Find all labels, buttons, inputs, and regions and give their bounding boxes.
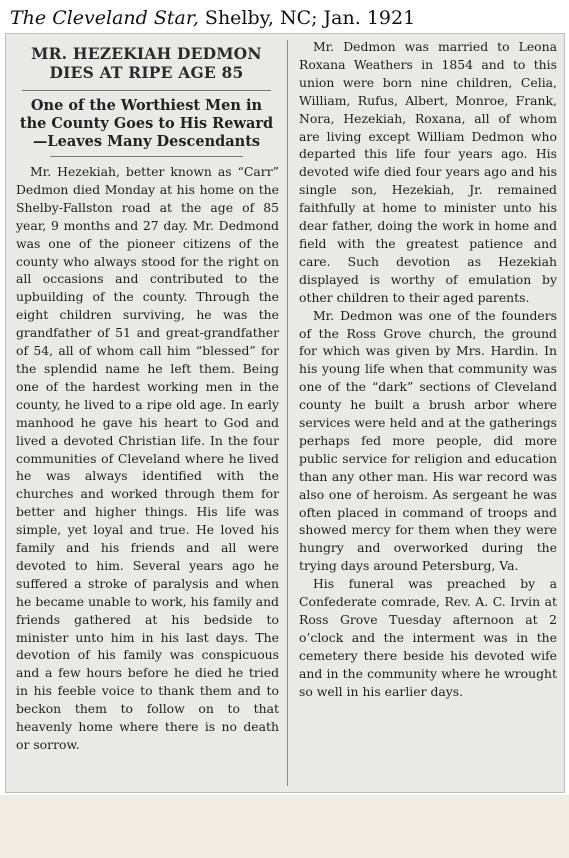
source-caption — [10, 4, 415, 32]
newspaper-name: The Cleveland Star, — [10, 7, 199, 29]
paragraph: Mr. Hezekiah, better known as “Carr” Dedmon died Monday at his home on the Shelby-Fallston road at the age of 85 year, 9 months and 27 day. Mr. Dedmond was one of the pioneer citizens of the county who always stood for the right on all occasions and contributed to the upbuilding of the county. Through the eight children surviving, he was the grandfather of 51 and great-grandfather of 54, all of whom call him “blessed” for the splendid name he left them. Being one of the hardest working men in the county, he lived to a ripe old age. In early manhood he gave his heart to God and lived a devoted Christian life. In the four communities of Cleveland where he lived he was always identified with the churches and worked through them for better and higher things. His life was simple, yet loyal and true. He loved his family and his friends and all were devoted to him. Several years ago he suffered a stroke of paralysis and when he became unable to work, his family and friends gathered at his bedside to minister unto him in his last days. The devotion of his family was conspicuous and a few hours before he died he tried in his feeble voice to thank them and to beckon them to follow on to that heavenly home where there is no death or sorrow. — [16, 164, 279, 752]
left-column — [10, 34, 283, 792]
source-details: Shelby, NC; Jan. 1921 — [198, 7, 416, 29]
subhead-divider — [50, 156, 243, 157]
newspaper-clipping — [5, 33, 565, 793]
left-body — [16, 163, 279, 754]
paragraph: Mr. Dedmon was married to Leona Roxana Weathers in 1854 and to this union were born nine children, Celia, William, Rufus, Albert, Monroe, Frank, Nora, Hezekiah, Roxana, all of whom are living except William Dedmon who departed this life four years ago. His devoted wife died four years ago and his single son, Hezekiah, Jr. remained faithfully at home to minister unto his dear father, doing the work in home and field with the greatest patience and care. Such devotion as Hezekiah displayed is worthy of emulation by other children to their aged parents. — [299, 39, 557, 305]
paragraph: His funeral was preached by a Confederate comrade, Rev. A. C. Irvin at Ross Grove Tuesday afternoon at 2 o’clock and the interment was in the cemetery there beside his devoted wife and in the community where he wrought so well in his earlier days. — [299, 576, 557, 699]
headline: MR. HEZEKIAH DEDMON DIES AT RIPE AGE 85 — [31, 44, 262, 82]
subheadline: One of the Worthiest Men in the County Goes to His Reward—Leaves Many Descendants — [19, 97, 274, 150]
column-rule — [287, 40, 288, 786]
headline-divider — [22, 90, 271, 91]
paragraph: Mr. Dedmon was one of the founders of the Ross Grove church, the ground for which was given by Mrs. Hardin. In his young life when that community was one of the “dark” sections of Cleveland county he built a brush arbor where services were held and at the gatherings perhaps fed more people, did more public service for religion and education than any other man. His war record was also one of heroism. As sergeant he was often placed in command of troops and showed mercy for them when they were hungry and overworked during the trying days around Petersburg, Va. — [299, 307, 557, 574]
right-body — [299, 38, 557, 701]
bottom-margin — [0, 795, 569, 858]
right-column — [293, 34, 561, 792]
